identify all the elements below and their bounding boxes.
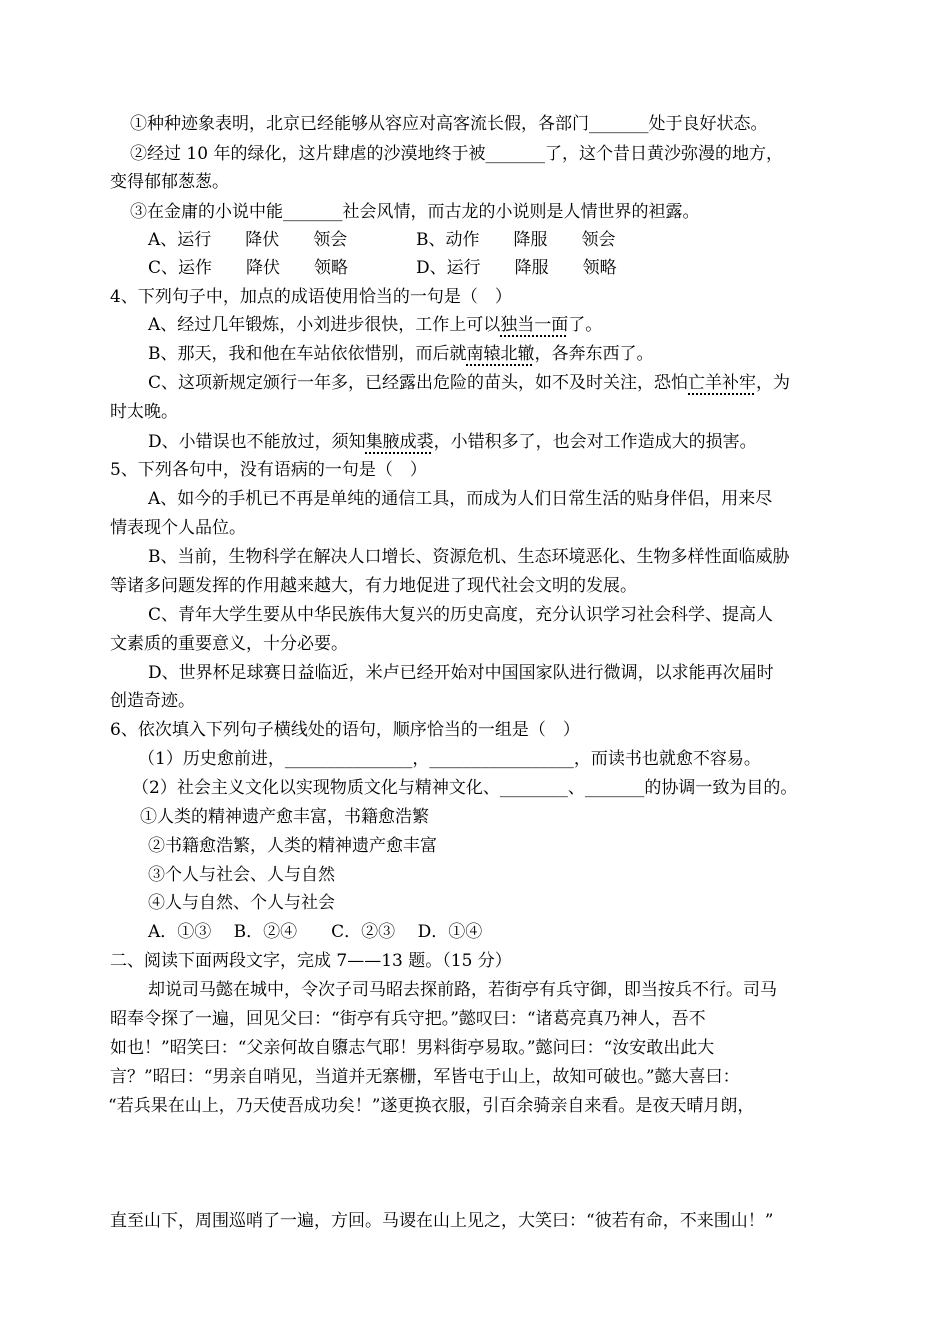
q3-sentence-3: ③在金庸的小说中能_______社会风情，而古龙的小说则是人情世界的袒露。 bbox=[130, 202, 700, 222]
q5-option-d-cont: 创造奇迹。 bbox=[110, 691, 195, 711]
q4-d-text-end: ，小错积多了，也会对工作造成大的损害。 bbox=[433, 432, 757, 452]
q3-options-row-2 bbox=[148, 257, 617, 279]
q4-d-idiom: 集腋成裘 bbox=[365, 432, 434, 452]
passage-line-2: 昭奉令探了一遍，回见父曰：“街亭有兵守把。”懿叹曰：“诸葛亮真乃神人，吾不 bbox=[110, 1009, 706, 1029]
q6-sentence-2: （2）社会主义文化以实现物质文化与精神文化、________、_______的协调一致为目的。 bbox=[132, 778, 798, 798]
q5-option-c-cont: 文素质的重要意义，十分必要。 bbox=[110, 634, 348, 654]
q4-b-text-end: ，各奔东西了。 bbox=[534, 344, 654, 364]
q6-answers: A．①③ B．②④ C．②③ D．①④ bbox=[148, 922, 483, 942]
q3-option-a: A、运行 降伏 领会 bbox=[148, 230, 348, 250]
q5-option-c: C、青年大学生要从中华民族伟大复兴的历史高度，充分认识学习社会科学、提高人 bbox=[148, 605, 774, 625]
q6-choice-1: ①人类的精神遗产愈丰富，书籍愈浩繁 bbox=[140, 807, 429, 827]
passage-line-6: 直至山下，周围巡哨了一遍，方回。马谡在山上见之，大笑曰：“彼若有命，不来围山！” bbox=[110, 1211, 774, 1231]
q4-c-text: C、这项新规定颁行一年多，已经露出危险的苗头，如不及时关注，恐怕 bbox=[148, 373, 689, 393]
q6-choice-2: ②书籍愈浩繁，人类的精神遗产愈丰富 bbox=[148, 836, 437, 856]
q4-option-a bbox=[148, 314, 602, 336]
q5-option-a-cont: 情表现个人品位。 bbox=[110, 518, 246, 538]
q4-option-b bbox=[148, 343, 654, 365]
q5-stem: 5、下列各句中，没有语病的一句是（ ） bbox=[110, 460, 427, 480]
q5-option-b-cont: 等诸多问题发挥的作用越来越大，有力地促进了现代社会文明的发展。 bbox=[110, 576, 637, 596]
q4-a-text-end: 了。 bbox=[568, 315, 603, 335]
section-2-heading: 二、阅读下面两段文字，完成 7——13 题。（15 分） bbox=[110, 951, 512, 971]
q4-option-c bbox=[148, 372, 790, 394]
passage-line-3: 如也！”昭笑曰：“父亲何故自隳志气耶！男料街亭易取。”懿问曰：“汝安敢出此大 bbox=[110, 1038, 715, 1058]
q3-sentence-1: ①种种迹象表明，北京已经能够从容应对高客流长假，各部门_______处于良好状态。 bbox=[130, 114, 768, 134]
q4-a-text: A、经过几年锻炼，小刘进步很快，工作上可以 bbox=[148, 315, 501, 335]
q5-option-d: D、世界杯足球赛日益临近，米卢已经开始对中国国家队进行微调，以求能再次届时 bbox=[148, 663, 774, 683]
q4-c-text-end: ，为 bbox=[756, 373, 791, 393]
q4-d-text: D、小错误也不能放过，须知 bbox=[148, 432, 366, 452]
q4-c-idiom: 亡羊补牢 bbox=[688, 373, 757, 393]
q4-option-d bbox=[148, 431, 757, 453]
q3-sentence-2: ②经过 10 年的绿化，这片肆虐的沙漠地终于被_______了，这个昔日黄沙弥漫的地方， bbox=[130, 144, 783, 164]
q3-option-c: C、运作 降伏 领略 bbox=[148, 258, 349, 278]
q5-option-b: B、当前，生物科学在解决人口增长、资源危机、生态环境恶化、生物多样性面临威胁 bbox=[148, 547, 790, 567]
q6-choice-4: ④人与自然、个人与社会 bbox=[148, 893, 335, 913]
passage-line-1: 却说司马懿在城中，令次子司马昭去探前路，若街亭有兵守御，即当按兵不行。司马 bbox=[148, 980, 777, 1000]
passage-line-5: “若兵果在山上，乃天使吾成功矣！”遂更换衣服，引百余骑亲自来看。是夜天晴月朗， bbox=[108, 1096, 755, 1116]
q5-option-a: A、如今的手机已不再是单纯的通信工具，而成为人们日常生活的贴身伴侣，用来尽 bbox=[148, 489, 773, 509]
q3-option-d: D、运行 降服 领略 bbox=[416, 258, 617, 278]
q6-choice-3: ③个人与社会、人与自然 bbox=[148, 865, 335, 885]
q4-a-idiom: 独当一面 bbox=[500, 315, 569, 335]
q6-sentence-1: （1）历史愈前进，_______________，_________________，而读书也就愈不容易。 bbox=[138, 749, 761, 769]
q4-b-text: B、那天，我和他在车站依依惜别，而后就 bbox=[148, 344, 467, 364]
q3-options-row-1 bbox=[148, 229, 616, 251]
q3-option-b: B、动作 降服 领会 bbox=[416, 230, 616, 250]
q4-option-c-cont: 时太晚。 bbox=[110, 402, 178, 422]
q6-stem: 6、依次填入下列句子横线处的语句，顺序恰当的一组是（ ） bbox=[110, 720, 580, 740]
q3-sentence-2-cont: 变得郁郁葱葱。 bbox=[110, 172, 229, 192]
q4-b-idiom: 南辕北辙 bbox=[466, 344, 535, 364]
passage-line-4: 言？”昭曰：“男亲自哨见，当道并无寨栅，军皆屯于山上，故知可破也。”懿大喜曰： bbox=[110, 1067, 740, 1087]
q4-stem: 4、下列句子中，加点的成语使用恰当的一句是（ ） bbox=[110, 287, 512, 307]
